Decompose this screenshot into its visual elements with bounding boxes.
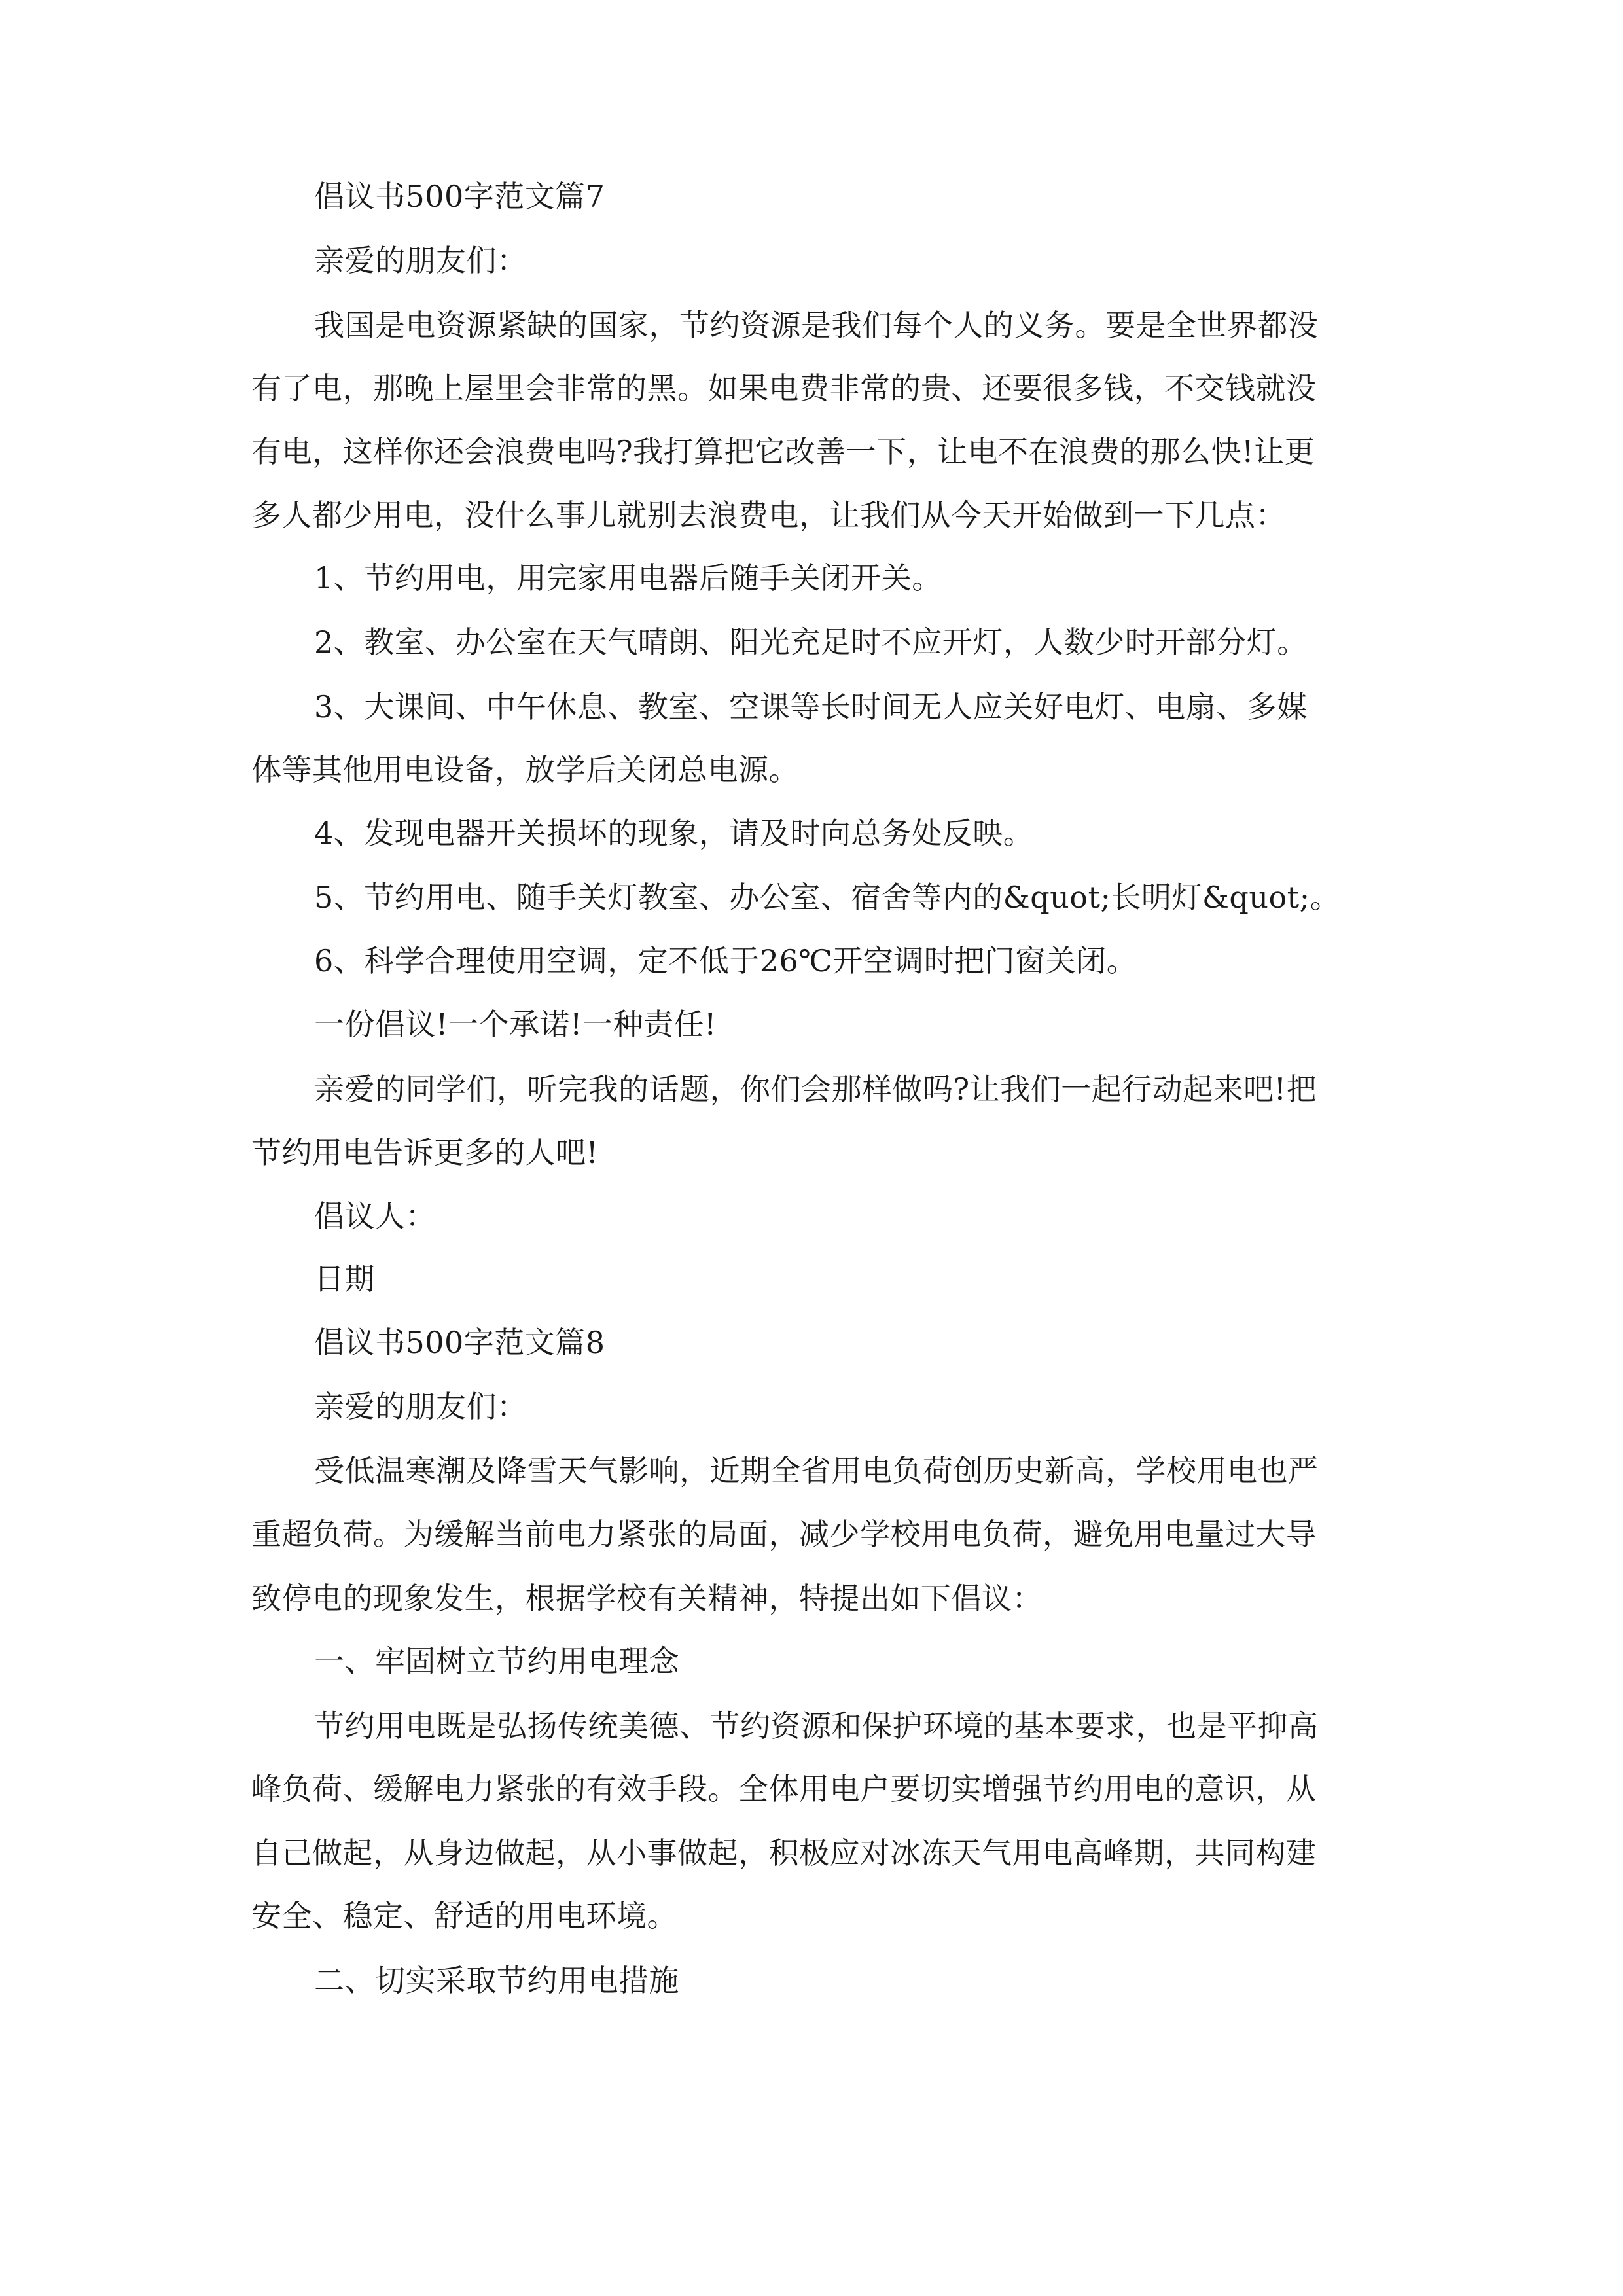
signature-label: 倡议人： [314,1198,436,1234]
subheading: 二、切实采取节约用电措施 [314,1963,679,1998]
paragraph-line: 受低温寒潮及降雪天气影响，近期全省用电负荷创历史新高，学校用电也严 [314,1453,1319,1488]
paragraph-line: 多人都少用电，没什么事儿就别去浪费电，让我们从今天开始做到一下几点： [251,497,1286,533]
section-title-7: 倡议书500字范文篇7 [314,179,605,214]
paragraph-line: 我国是电资源紧缺的国家，节约资源是我们每个人的义务。要是全世界都没 [314,308,1319,343]
list-item: 1、节约用电，用完家用电器后随手关闭开关。 [314,560,942,596]
list-item: 2、教室、办公室在天气晴朗、阳光充足时不应开灯，人数少时开部分灯。 [314,624,1308,660]
section-title-8: 倡议书500字范文篇8 [314,1325,605,1360]
paragraph-line: 自己做起，从身边做起，从小事做起，积极应对冰冻天气用电高峰期，共同构建 [251,1835,1317,1871]
paragraph-line: 安全、稳定、舒适的用电环境。 [251,1898,677,1933]
salutation: 亲爱的朋友们： [314,243,527,278]
paragraph-line: 致停电的现象发生，根据学校有关精神，特提出如下倡议： [251,1581,1043,1616]
paragraph-line: 节约用电告诉更多的人吧! [251,1135,599,1170]
paragraph-line: 峰负荷、缓解电力紧张的有效手段。全体用电户要切实增强节约用电的意识，从 [251,1771,1317,1806]
paragraph-line: 节约用电既是弘扬传统美德、节约资源和保护环境的基本要求，也是平抑高 [314,1708,1319,1744]
salutation: 亲爱的朋友们： [314,1389,527,1424]
paragraph-line: 有了电，那晚上屋里会非常的黑。如果电费非常的贵、还要很多钱，不交钱就没 [251,370,1317,406]
paragraph-line: 有电，这样你还会浪费电吗?我打算把它改善一下，让电不在浪费的那么快!让更 [251,434,1315,469]
list-item: 5、节约用电、随手关灯教室、办公室、宿舍等内的&quot;长明灯&quot;。 [314,880,1341,915]
list-item-continuation: 体等其他用电设备，放学后关闭总电源。 [251,752,799,787]
list-item: 6、科学合理使用空调，定不低于26℃开空调时把门窗关闭。 [314,943,1137,978]
paragraph-line: 重超负荷。为缓解当前电力紧张的局面，减少学校用电负荷，避免用电量过大导 [251,1516,1317,1552]
paragraph-line: 亲爱的同学们，听完我的话题，你们会那样做吗?让我们一起行动起来吧!把 [314,1071,1317,1107]
list-item: 4、发现电器开关损坏的现象，请及时向总务处反映。 [314,816,1034,851]
subheading: 一、牢固树立节约用电理念 [314,1643,679,1679]
slogan: 一份倡议!一个承诺!一种责任! [314,1007,717,1042]
list-item: 3、大课间、中午休息、教室、空课等长时间无人应关好电灯、电扇、多媒 [314,689,1308,725]
date-label: 日期 [314,1261,375,1297]
